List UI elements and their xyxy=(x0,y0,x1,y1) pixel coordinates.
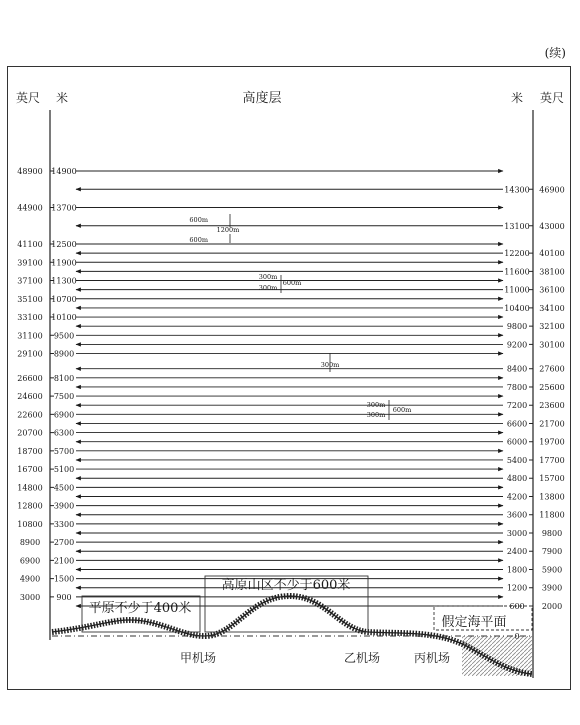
level-feet-label: 35100 xyxy=(17,294,43,304)
level-meters-label: 12200 xyxy=(504,249,530,259)
level-meters-label: 1800 xyxy=(506,565,528,575)
level-meters-label: 900 xyxy=(56,592,72,602)
level-feet-label: 8900 xyxy=(19,538,41,548)
level-feet-label: 10800 xyxy=(17,519,43,529)
level-feet-label: 22600 xyxy=(17,410,43,420)
level-feet-label: 27600 xyxy=(539,364,565,374)
level-feet-label: 40100 xyxy=(539,249,565,259)
svg-text:600m: 600m xyxy=(189,236,208,244)
level-meters-label: 5700 xyxy=(53,446,75,456)
svg-text:300m: 300m xyxy=(258,284,278,292)
header-feet-right: 英尺 xyxy=(539,91,565,105)
level-meters-label: 1500 xyxy=(53,574,75,584)
level-meters-label: 9200 xyxy=(506,340,528,350)
level-meters-label: 11900 xyxy=(51,258,77,268)
header-meters-right: 米 xyxy=(510,91,524,105)
level-feet-label: 39100 xyxy=(17,258,43,268)
level-feet-label: 4900 xyxy=(19,574,41,584)
level-feet-label: 33100 xyxy=(17,313,43,323)
level-meters-label: 8400 xyxy=(506,364,528,374)
level-feet-label: 16700 xyxy=(17,465,43,475)
level-feet-label: 12800 xyxy=(17,501,43,511)
level-feet-label: 14800 xyxy=(17,483,43,493)
level-meters-label: 10700 xyxy=(51,294,77,304)
level-meters-label: 5400 xyxy=(506,455,528,465)
flight-levels xyxy=(17,167,564,641)
level-meters-label: 3300 xyxy=(53,519,75,529)
level-feet-label: 24600 xyxy=(17,392,43,402)
level-meters-label: 5100 xyxy=(53,465,75,475)
svg-text:300m: 300m xyxy=(366,401,386,409)
level-meters-label: 7500 xyxy=(53,392,75,402)
level-meters-label: 2400 xyxy=(506,547,528,557)
level-feet-label: 44900 xyxy=(17,203,43,213)
level-meters-label: 6300 xyxy=(53,428,75,438)
level-feet-label: 48900 xyxy=(17,167,43,176)
level-feet-label: 15700 xyxy=(539,474,565,484)
level-feet-label: 36100 xyxy=(539,285,565,295)
level-meters-label: 10400 xyxy=(504,303,530,313)
level-meters-label: 13700 xyxy=(51,203,77,213)
sea-hatch xyxy=(462,636,532,676)
level-feet-label: 6900 xyxy=(19,556,41,566)
level-meters-label: 6900 xyxy=(53,410,75,420)
level-feet-label: 11800 xyxy=(539,510,565,520)
level-feet-label: 31100 xyxy=(17,331,43,341)
plateau-label: 高原山区不少于600米 xyxy=(221,578,351,593)
level-meters-label: 11600 xyxy=(504,267,530,277)
level-meters-label: 9500 xyxy=(53,331,75,341)
airport-c-label: 丙机场 xyxy=(413,651,451,665)
level-feet-label: 18700 xyxy=(17,446,43,456)
svg-text:300m: 300m xyxy=(366,411,386,419)
level-feet-label: 17700 xyxy=(539,455,565,465)
level-feet-label: 41100 xyxy=(17,240,43,250)
header-feet-left: 英尺 xyxy=(15,91,41,105)
level-meters-label: 2700 xyxy=(53,538,75,548)
level-feet-label: 37100 xyxy=(17,276,43,286)
level-meters-label: 4800 xyxy=(506,474,528,484)
level-feet-label: 20700 xyxy=(17,428,43,438)
separation-1200m xyxy=(189,214,239,244)
plain-label: 平原不少于400米 xyxy=(88,601,192,616)
level-feet-label: 13800 xyxy=(539,492,565,502)
sea-level-label: 假定海平面 xyxy=(441,615,507,630)
level-meters-label: 3600 xyxy=(506,510,528,520)
level-meters-label: 600 xyxy=(509,602,525,611)
level-meters-label: 13100 xyxy=(504,221,530,231)
level-feet-label: 19700 xyxy=(539,437,565,447)
level-meters-label: 3900 xyxy=(53,501,75,511)
level-meters-label: 3000 xyxy=(506,528,528,538)
continued-mark: (续) xyxy=(544,46,566,60)
level-feet-label: 26600 xyxy=(17,373,43,383)
header-meters-left: 米 xyxy=(55,91,69,105)
level-meters-label: 4200 xyxy=(506,492,528,502)
level-meters-label: 7200 xyxy=(506,401,528,411)
level-meters-label: 14900 xyxy=(51,167,77,176)
svg-text:300m: 300m xyxy=(258,273,278,281)
level-meters-label: 10100 xyxy=(51,313,77,323)
svg-text:1200m: 1200m xyxy=(216,226,240,234)
level-meters-label: 9800 xyxy=(506,322,528,332)
level-meters-label: 1200 xyxy=(506,583,528,593)
level-feet-label: 3900 xyxy=(541,583,563,593)
separation-600m-b xyxy=(367,400,412,420)
level-feet-label: 29100 xyxy=(17,349,43,359)
level-feet-label: 23600 xyxy=(539,401,565,411)
diagram-title: 高度层 xyxy=(242,91,282,106)
level-feet-label: 5900 xyxy=(541,565,563,575)
airport-b-label: 乙机场 xyxy=(343,651,381,665)
level-feet-label: 38100 xyxy=(539,267,565,277)
level-meters-label: 11300 xyxy=(51,276,77,286)
svg-text:300m: 300m xyxy=(320,361,340,369)
level-feet-label: 46900 xyxy=(539,185,565,195)
level-meters-label: 8100 xyxy=(53,373,75,383)
level-feet-label: 43000 xyxy=(539,221,565,231)
svg-text:600m: 600m xyxy=(392,406,412,414)
level-meters-label: 11000 xyxy=(504,285,530,295)
level-meters-label: 12500 xyxy=(51,240,77,250)
airport-a-label: 甲机场 xyxy=(179,651,217,665)
level-feet-label: 30100 xyxy=(539,340,565,350)
svg-text:600m: 600m xyxy=(282,279,302,287)
level-meters-label: 14300 xyxy=(504,185,530,195)
level-feet-label: 34100 xyxy=(539,303,565,313)
level-feet-label: 9800 xyxy=(541,528,563,538)
level-feet-label: 7900 xyxy=(541,547,563,557)
level-feet-label: 21700 xyxy=(539,419,565,429)
level-feet-label: 32100 xyxy=(539,322,565,332)
level-meters-label: 6000 xyxy=(506,437,528,447)
svg-text:600m: 600m xyxy=(189,216,208,224)
level-meters-label: 8900 xyxy=(53,349,75,359)
level-feet-label: 25600 xyxy=(539,382,565,392)
level-meters-label: 4500 xyxy=(53,483,75,493)
level-meters-label: 7800 xyxy=(506,382,528,392)
level-feet-label: 3000 xyxy=(19,592,41,602)
level-feet-label: 2000 xyxy=(541,602,563,611)
level-meters-label: 6600 xyxy=(506,419,528,429)
level-meters-label: 2100 xyxy=(53,556,75,566)
